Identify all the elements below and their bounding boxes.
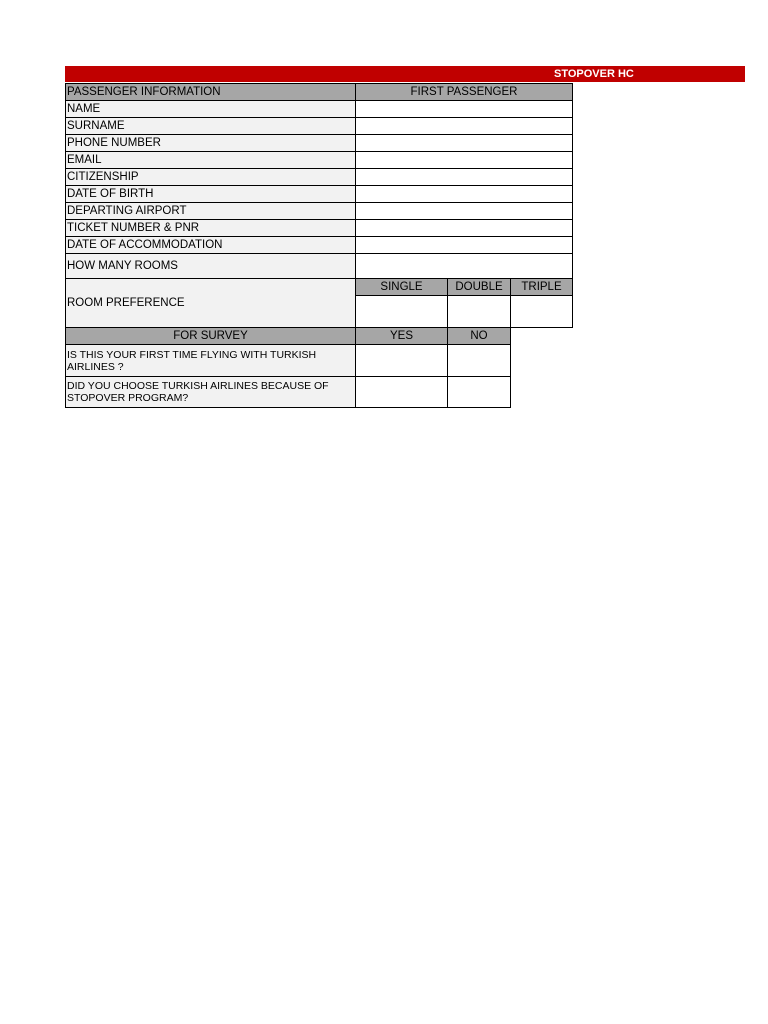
field-label-citizenship: CITIZENSHIP <box>66 169 356 186</box>
survey-header-row <box>66 328 573 345</box>
field-label-how-many-rooms: HOW MANY ROOMS <box>66 254 356 279</box>
table-row <box>66 101 573 118</box>
field-label-email: EMAIL <box>66 152 356 169</box>
field-label-room-preference: ROOM PREFERENCE <box>66 279 356 328</box>
field-label-phone-number: PHONE NUMBER <box>66 135 356 152</box>
phone-number-input-cell[interactable] <box>356 135 573 152</box>
table-row <box>66 203 573 220</box>
table-row <box>66 254 573 279</box>
passenger-form-table <box>65 83 573 408</box>
form-title: STOPOVER HC <box>554 68 634 80</box>
field-label-date-of-birth: DATE OF BIRTH <box>66 186 356 203</box>
room-option-double: DOUBLE <box>448 279 511 296</box>
survey-header: FOR SURVEY <box>66 328 356 345</box>
survey-stopover-yes-cell[interactable] <box>356 377 448 408</box>
triple-room-input-cell[interactable] <box>511 296 573 328</box>
room-preference-header-row <box>66 279 573 296</box>
passenger-information-header: PASSENGER INFORMATION <box>66 84 356 101</box>
room-option-single: SINGLE <box>356 279 448 296</box>
empty-cell <box>511 345 573 377</box>
empty-cell <box>511 328 573 345</box>
field-label-departing-airport: DEPARTING AIRPORT <box>66 203 356 220</box>
date-of-accommodation-input-cell[interactable] <box>356 237 573 254</box>
field-label-date-of-accommodation: DATE OF ACCOMMODATION <box>66 237 356 254</box>
ticket-number-input-cell[interactable] <box>356 220 573 237</box>
room-option-triple: TRIPLE <box>511 279 573 296</box>
survey-yes-header: YES <box>356 328 448 345</box>
first-passenger-header: FIRST PASSENGER <box>356 84 573 101</box>
table-row <box>66 186 573 203</box>
date-of-birth-input-cell[interactable] <box>356 186 573 203</box>
single-room-input-cell[interactable] <box>356 296 448 328</box>
field-label-name: NAME <box>66 101 356 118</box>
email-input-cell[interactable] <box>356 152 573 169</box>
survey-first-time-no-cell[interactable] <box>448 345 511 377</box>
double-room-input-cell[interactable] <box>448 296 511 328</box>
how-many-rooms-input-cell[interactable] <box>356 254 573 279</box>
departing-airport-input-cell[interactable] <box>356 203 573 220</box>
survey-question-stopover-program: DID YOU CHOOSE TURKISH AIRLINES BECAUSE OF STOPOVER PROGRAM? <box>66 377 356 408</box>
survey-question-row <box>66 345 573 377</box>
table-row <box>66 237 573 254</box>
table-row <box>66 169 573 186</box>
surname-input-cell[interactable] <box>356 118 573 135</box>
survey-question-first-time: IS THIS YOUR FIRST TIME FLYING WITH TURKISH AIRLINES ? <box>66 345 356 377</box>
citizenship-input-cell[interactable] <box>356 169 573 186</box>
field-label-surname: SURNAME <box>66 118 356 135</box>
field-label-ticket-number-pnr: TICKET NUMBER & PNR <box>66 220 356 237</box>
survey-no-header: NO <box>448 328 511 345</box>
table-row <box>66 135 573 152</box>
empty-cell <box>511 377 573 408</box>
table-row <box>66 152 573 169</box>
header-row <box>66 84 573 101</box>
table-row <box>66 118 573 135</box>
survey-stopover-no-cell[interactable] <box>448 377 511 408</box>
table-row <box>66 220 573 237</box>
survey-first-time-yes-cell[interactable] <box>356 345 448 377</box>
name-input-cell[interactable] <box>356 101 573 118</box>
title-bar <box>65 66 745 82</box>
survey-question-row <box>66 377 573 408</box>
